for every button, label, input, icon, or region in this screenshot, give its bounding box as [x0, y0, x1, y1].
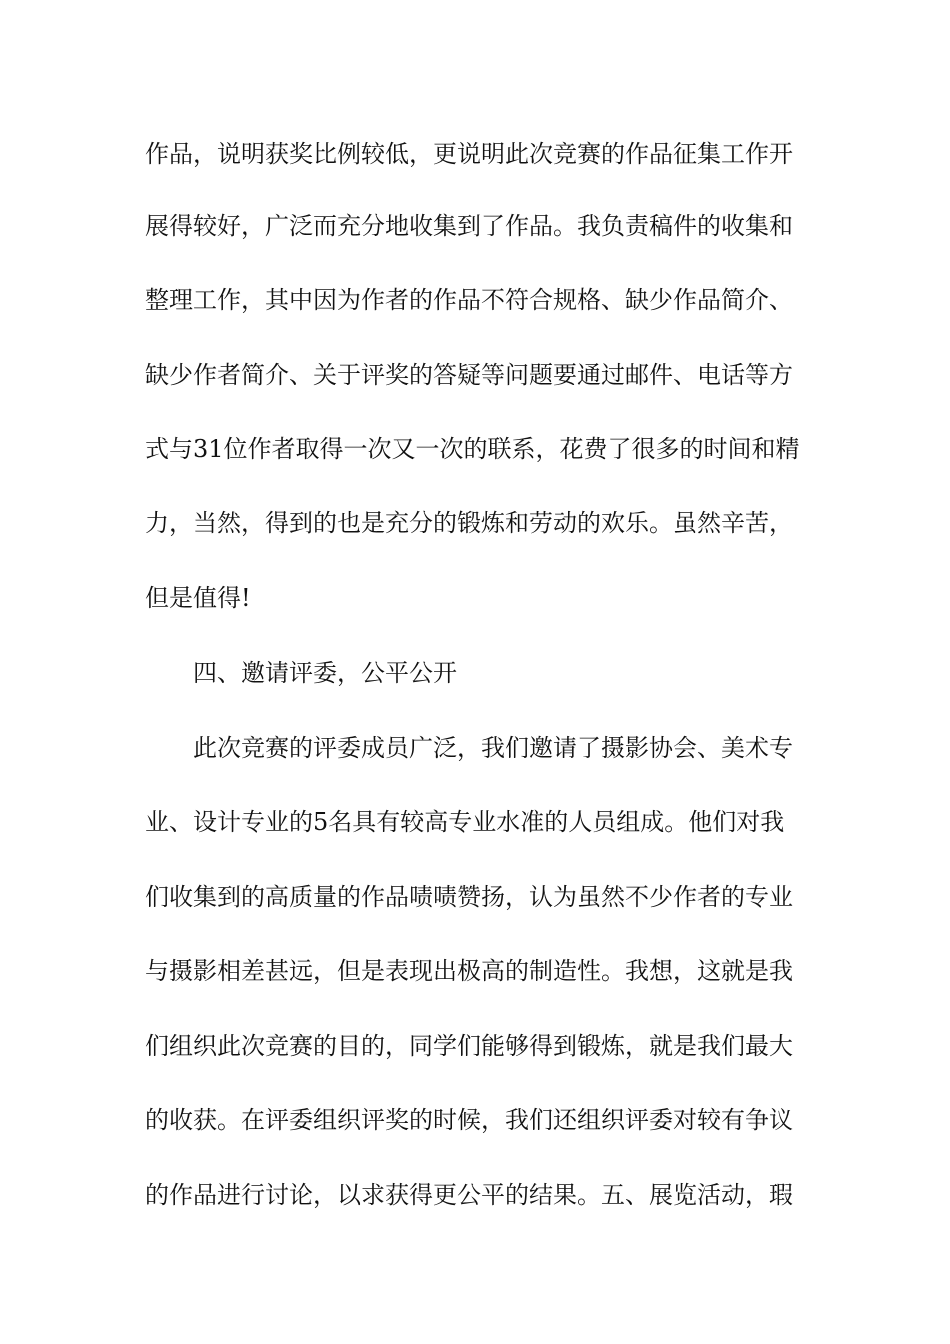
- paragraph-line: 的收获。在评委组织评奖的时候，我们还组织评委对较有争议: [145, 1106, 793, 1134]
- paragraph-line: 力，当然，得到的也是充分的锻炼和劳动的欢乐。虽然辛苦，: [145, 509, 793, 537]
- paragraph-line: 展得较好，广泛而充分地收集到了作品。我负责稿件的收集和: [145, 212, 793, 240]
- paragraph-line: 式与31位作者取得一次又一次的联系，花费了很多的时间和精: [145, 435, 800, 463]
- paragraph-line: 业、设计专业的5名具有较高专业水准的人员组成。他们对我: [145, 808, 785, 836]
- paragraph-line: 作品，说明获奖比例较低，更说明此次竞赛的作品征集工作开: [145, 140, 793, 168]
- section-heading: 四、邀请评委，公平公开: [193, 659, 457, 687]
- paragraph-line: 的作品进行讨论，以求获得更公平的结果。五、展览活动，瑕: [145, 1181, 793, 1209]
- paragraph-line: 此次竞赛的评委成员广泛，我们邀请了摄影协会、美术专: [193, 734, 793, 762]
- paragraph-line: 整理工作，其中因为作者的作品不符合规格、缺少作品简介、: [145, 286, 793, 314]
- paragraph-line: 缺少作者简介、关于评奖的答疑等问题要通过邮件、电话等方: [145, 361, 793, 389]
- paragraph-line: 与摄影相差甚远，但是表现出极高的制造性。我想，这就是我: [145, 957, 793, 985]
- paragraph-line: 们收集到的高质量的作品啧啧赞扬，认为虽然不少作者的专业: [145, 883, 793, 911]
- paragraph-line: 们组织此次竞赛的目的，同学们能够得到锻炼，就是我们最大: [145, 1032, 793, 1060]
- paragraph-line: 但是值得!: [145, 584, 251, 612]
